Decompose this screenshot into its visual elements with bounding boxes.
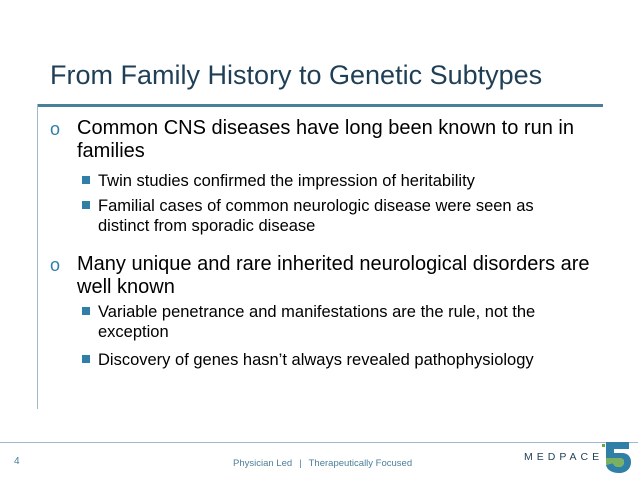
logo-wordmark: MEDPACE xyxy=(524,451,604,463)
square-bullet-icon xyxy=(82,307,90,315)
tagline-right: Therapeutically Focused xyxy=(308,458,413,469)
left-margin-rule xyxy=(37,104,38,409)
sub-bullet-text: Familial cases of common neurologic disease were seen as distinct from sporadic disease xyxy=(98,197,534,235)
bullet-level2 xyxy=(98,350,588,370)
sub-bullet-text: Discovery of genes hasn’t always revealed pathophysiology xyxy=(98,351,534,369)
bullet-text: Common CNS diseases have long been known to run in families xyxy=(77,117,574,162)
bullet-text: Many unique and rare inherited neurological disorders are well known xyxy=(77,253,590,298)
hollow-circle-bullet-icon: o xyxy=(50,255,61,275)
square-bullet-icon xyxy=(82,201,90,209)
tagline-separator: | xyxy=(299,458,302,469)
sub-bullet-text: Twin studies confirmed the impression of heritability xyxy=(98,172,475,190)
square-bullet-icon xyxy=(82,355,90,363)
medpace-logo xyxy=(524,440,632,474)
title-underline xyxy=(37,104,603,107)
square-bullet-icon xyxy=(82,176,90,184)
sub-bullet-text: Variable penetrance and manifestations are the rule, not the exception xyxy=(98,303,536,341)
bullet-level1 xyxy=(50,117,597,163)
slide-title: From Family History to Genetic Subtypes xyxy=(50,60,543,90)
footer-tagline xyxy=(233,458,412,469)
tagline-left: Physician Led xyxy=(233,458,293,469)
bullet-level2 xyxy=(98,302,588,342)
page-number: 4 xyxy=(14,456,20,467)
logo-5-mark-icon xyxy=(600,440,632,474)
bullet-level1 xyxy=(50,253,597,299)
hollow-circle-bullet-icon: o xyxy=(50,119,61,139)
bullet-level2 xyxy=(98,196,588,236)
bullet-level2 xyxy=(98,171,588,191)
